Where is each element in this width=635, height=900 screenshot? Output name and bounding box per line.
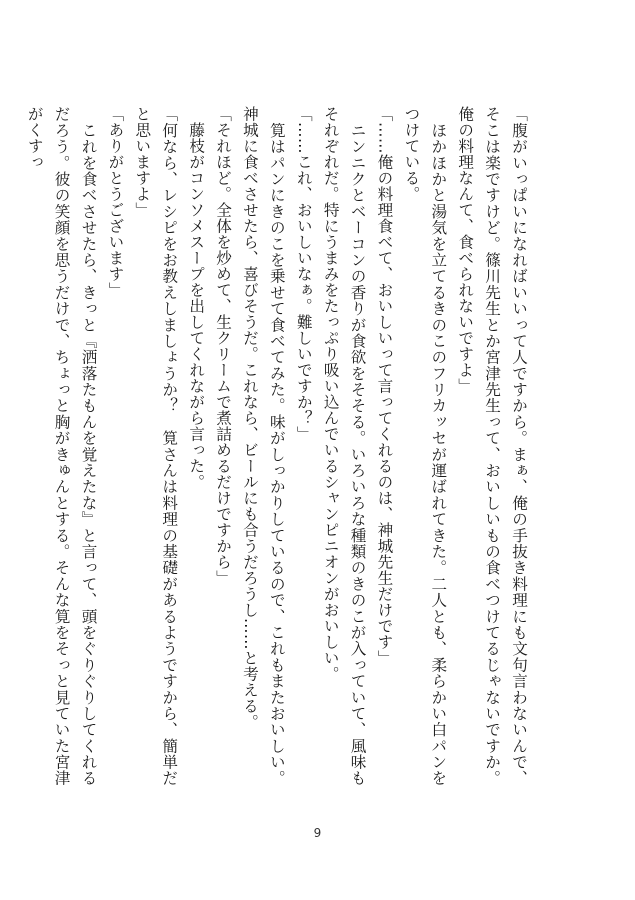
- paragraph: 「腹がいっぱいになればいいって人ですから。まぁ、俺の手抜き料理にも文句言わないんで、そこは楽ですけど。篠川先生とか宮津先生って、おいしいもの食べつけてるじゃないですか。俺の料理なんて、食べられないですよ」: [456, 106, 528, 786]
- paragraph: 「それほど。全体を炒めて、生クリームで煮詰めるだけですから」: [214, 106, 233, 586]
- paragraph: 「ありがとうございます」: [106, 106, 125, 298]
- paragraph: ほかほかと湯気を立てるきのこのフリカッセが運ばれてきた。二人とも、柔らかい白パンをつけている。: [402, 106, 448, 786]
- paragraph: 筧はパンにきのこを乗せて食べてみた。味がしっかりしているので、これもまたおいしい。神城に食べさせたら、喜びそうだ。これなら、ビールにも合うだろうし……と考える。: [240, 106, 286, 786]
- page-number: 9: [313, 826, 322, 840]
- vertical-text-body: [25, 106, 532, 786]
- paragraph: 「何なら、レシピをお教えしましょうか？ 筧さんは料理の基礎があるようですから、簡単だと思いますよ」: [133, 106, 179, 786]
- paragraph: ニンニクとベーコンの香りが食欲をそそる。いろいろな種類のきのこが入っていて、風味もそれぞれだ。特にうまみをたっぷり吸い込んでいるシャンピニオンがおいしい。: [321, 106, 367, 786]
- paragraph: 藤枝がコンソメスープを出してくれながら言った。: [187, 106, 206, 490]
- paragraph: 「……これ、おいしいなぁ。難しいですか？」: [294, 106, 313, 442]
- paragraph: 「……俺の料理食べて、おいしいって言ってくれるのは、神城先生だけです」: [375, 106, 394, 666]
- paragraph: これを食べさせたら、きっと『洒落たもんを覚えたな』と言って、頭をぐりぐりしてくれるだろう。彼の笑顔を思うだけで、ちょっと胸がきゅんとする。そんな筧をそっと見ていた宮津がくすっ: [25, 106, 98, 786]
